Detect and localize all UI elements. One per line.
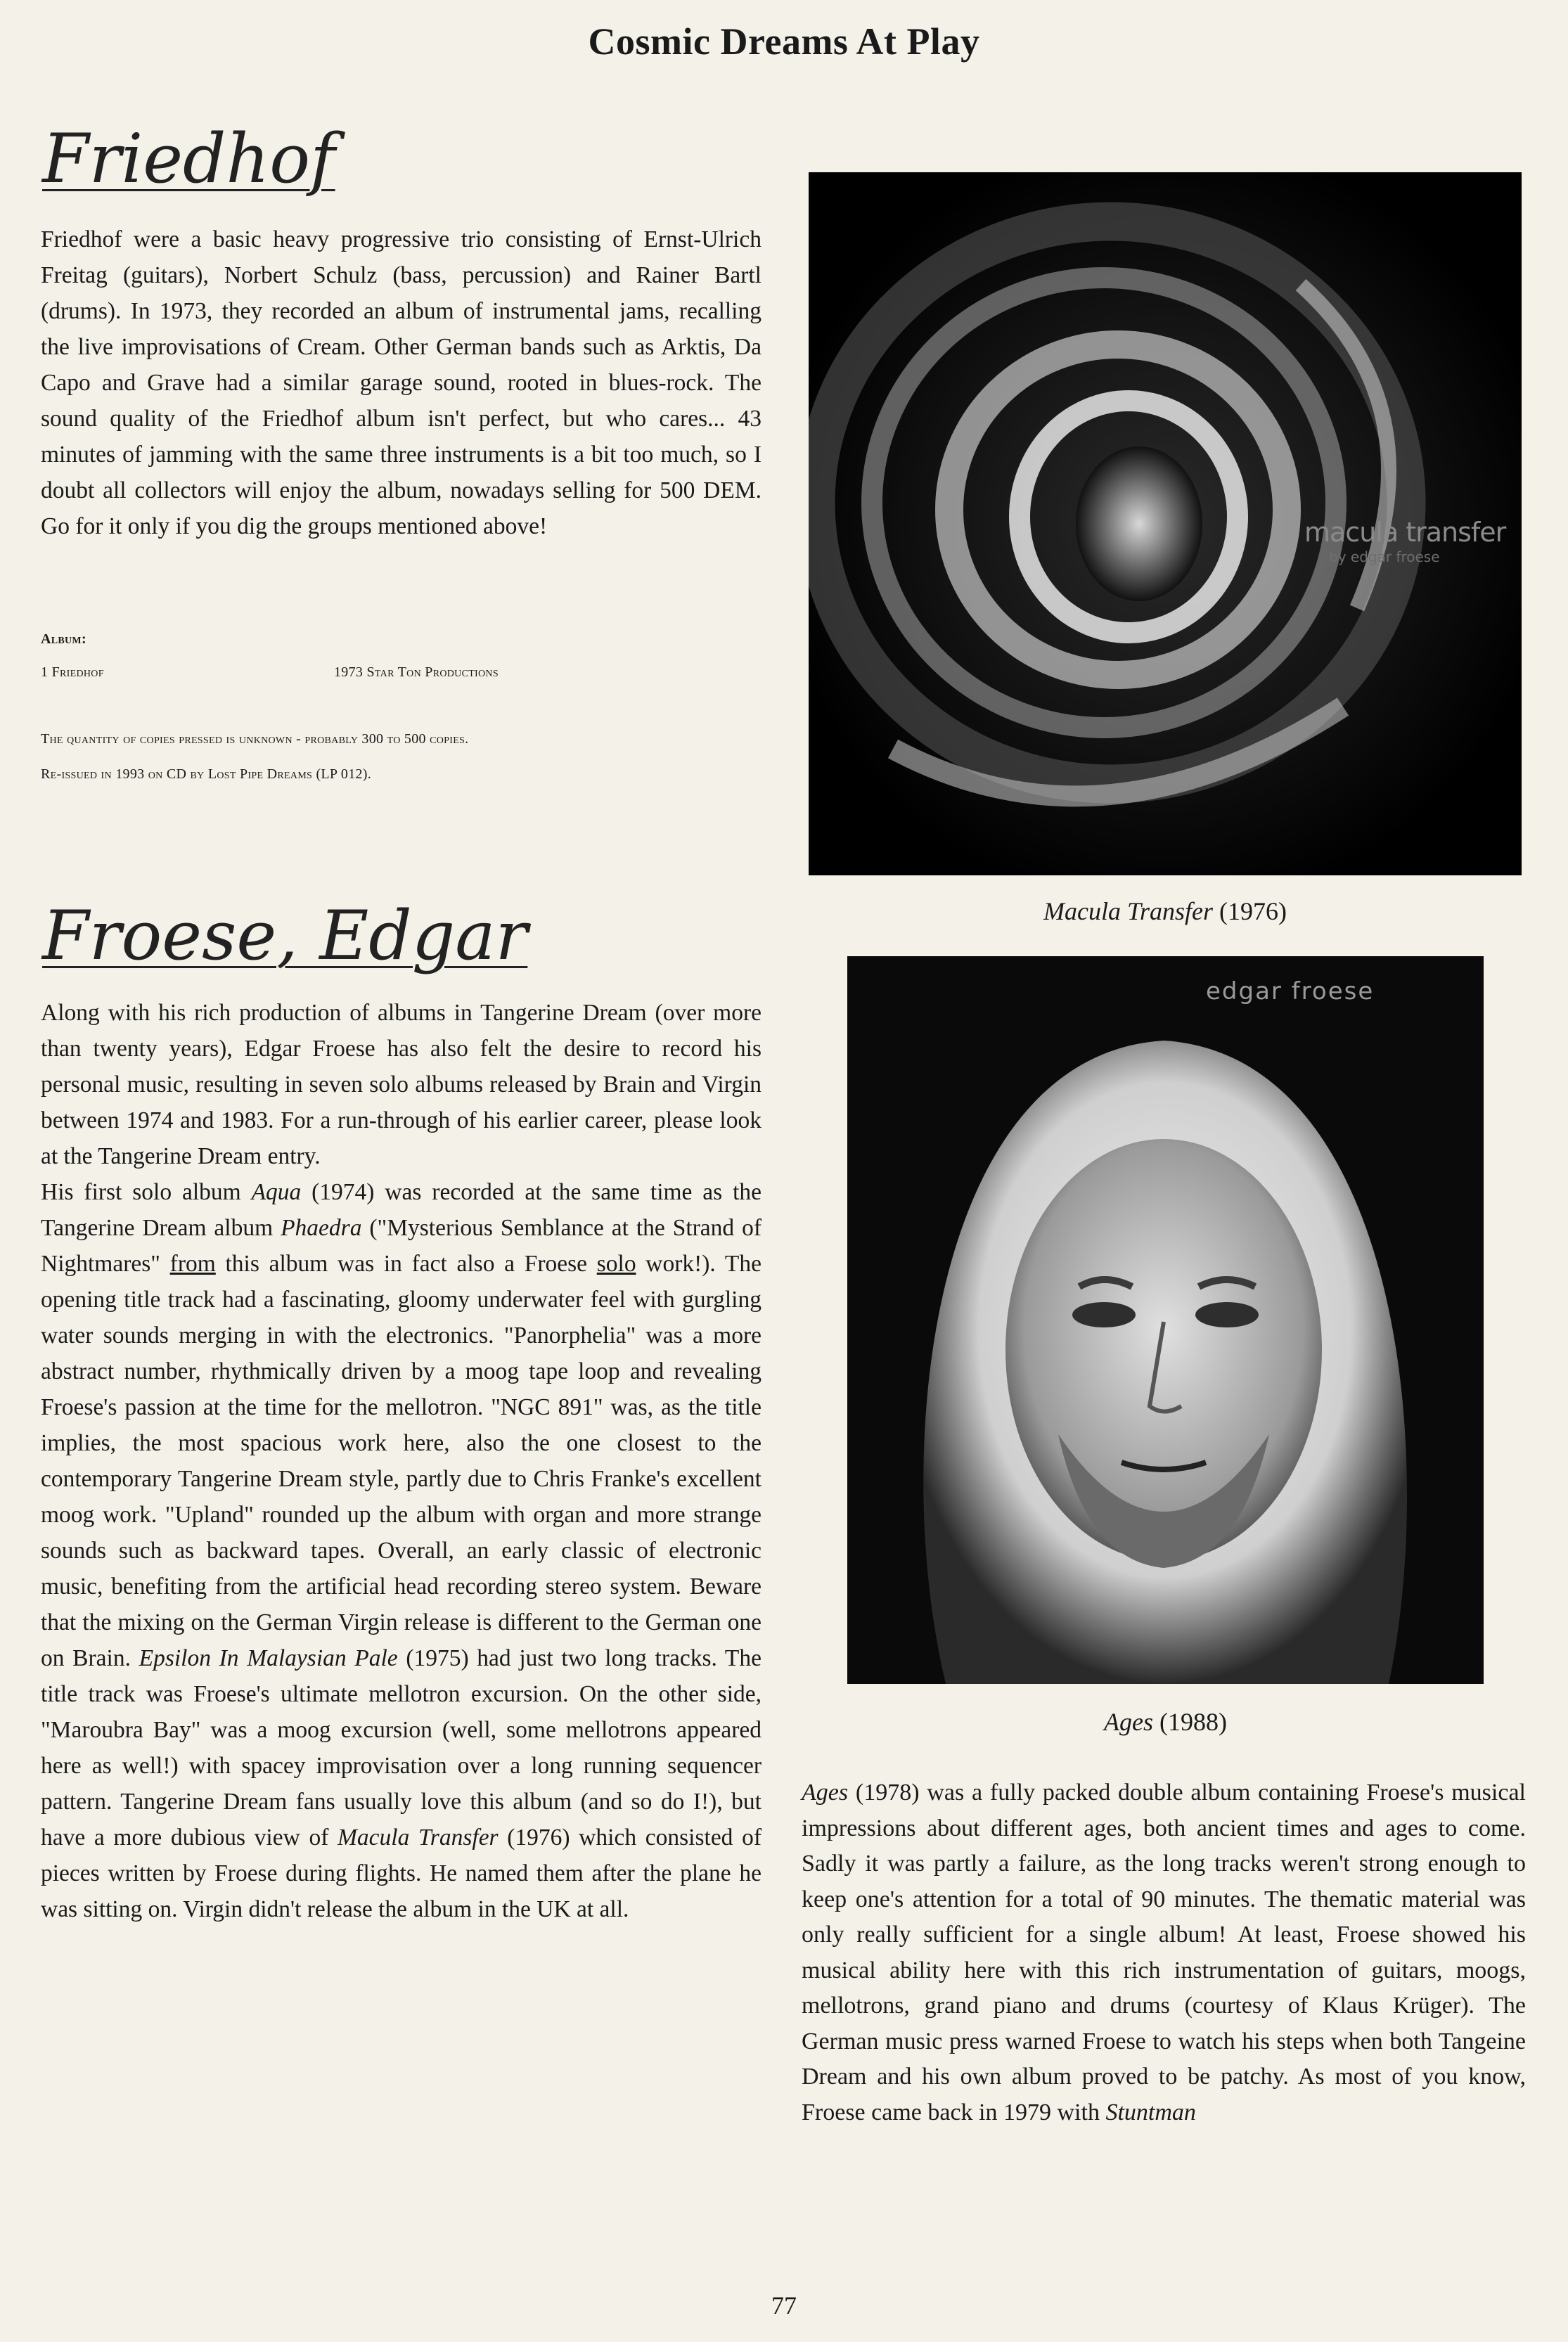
- album-label: Album:: [41, 631, 86, 647]
- caption-year: (1976): [1219, 897, 1287, 925]
- friedhof-paragraph: Friedhof were a basic heavy progressive trio consisting of Ernst-Ulrich Freitag (guitars), Norbert Schulz (bass, percussion) and Rainer Bartl (drums). In 1973, they recorded an album of instrumental jams, recalling the live improvisations of Cream. Other German bands such as Arktis, Da Capo and Grave had a similar garage sound, rooted in blues-rock. The sound quality of the Friedhof album isn't perfect, but who cares... 43 minutes of jamming with the same three instruments is a bit too much, so I doubt all collectors will enjoy the album, nowadays selling for 500 DEM. Go for it only if you dig the groups mentioned above!: [41, 226, 761, 539]
- ages-caption: [847, 1707, 1484, 1737]
- caption-title: Ages: [1104, 1708, 1153, 1736]
- page-title: Cosmic Dreams At Play: [588, 20, 980, 63]
- pressing-note: The quantity of copies pressed is unknown - probably 300 to 500 copies.: [41, 731, 469, 747]
- friedhof-text: [41, 221, 761, 544]
- froese-heading: Froese, Edgar: [42, 896, 528, 975]
- album-title-stuntman: Stuntman: [1105, 2099, 1196, 2125]
- froese-text: [41, 995, 761, 1927]
- page-number: 77: [771, 2291, 797, 2320]
- text-run: (1975) had just two long tracks. The title track was Froese's ultimate mellotron excursion. On the other side, "Maroubra Bay" was a moog excursion (well, some mellotrons appeared here as well!) with spacey improvisation over a long running sequencer pattern. Tangerine Dream fans usually love this album (and so do I!), but have a more dubious view of: [41, 1645, 762, 1851]
- album-title-macula: Macula Transfer: [338, 1825, 499, 1851]
- text-run: work!). The opening title track had a fascinating, gloomy underwater feel with gurgling water sounds merging in with the electronics. "Panorphelia" was a more abstract number, rhythmically driven by a moog tape loop and revealing Froese's passion at the time for the mellotron. "NGC 891" was, as the title implies, the most spacious work here, also the one closest to the contemporary Tangerine Dream style, partly due to Chris Franke's excellent moog work. "Upland" rounded up the album with organ and more strange sounds such as backward tapes. Overall, an early classic of electronic music, benefiting from the artificial head recording stereo system. Beware that the mixing on the German Virgin release is different to the German one on Brain.: [41, 1251, 761, 1671]
- macula-transfer-caption: [809, 896, 1522, 926]
- friedhof-heading: Friedhof: [42, 120, 335, 198]
- macula-transfer-cover: [809, 172, 1522, 875]
- album-title-epsilon: Epsilon In Malaysian Pale: [139, 1645, 398, 1671]
- ages-cover: [847, 956, 1484, 1684]
- froese-paragraph-1: Along with his rich production of albums in Tangerine Dream (over more than twenty years), Edgar Froese has also felt the desire to record his personal music, resulting in seven solo albums released by Brain and Virgin between 1974 and 1983. For a run-through of his earlier career, please look at the Tangerine Dream entry.: [41, 1000, 761, 1169]
- text-run: His first solo album: [41, 1179, 252, 1205]
- text-run: this album was in fact also a Froese: [215, 1251, 597, 1277]
- album-label-info: 1973 Star Ton Productions: [334, 664, 499, 680]
- album-entry: 1 Friedhof: [41, 664, 104, 680]
- text-run: (1974) was recorded at the same time as the Tangerine Dream album: [41, 1179, 761, 1241]
- text-run: (1976) which consisted of pieces written by Froese during flights. He named them after the plane he was sitting on. Virgin didn't release the album in the UK at all.: [41, 1825, 761, 1922]
- text-run: ("Mysterious Semblance at the Strand of Nightmares": [41, 1215, 761, 1277]
- album-title-ages: Ages: [802, 1780, 849, 1806]
- ages-paragraph: [802, 1775, 1526, 2130]
- froese-paragraph-2: [41, 1174, 761, 1927]
- portrait-image: [847, 956, 1484, 1684]
- reissue-note: Re-issued in 1993 on CD by Lost Pipe Dreams (LP 012).: [41, 766, 372, 782]
- album-title-aqua: Aqua: [251, 1179, 302, 1205]
- caption-year: (1988): [1159, 1708, 1227, 1736]
- underlined-word: from: [169, 1251, 216, 1277]
- cover-subtitle-text: by edgar froese: [1329, 548, 1440, 565]
- cover-artist-text: edgar froese: [1206, 977, 1375, 1005]
- ages-text: [802, 1775, 1526, 2130]
- cover-title-text: macula transfer: [1304, 517, 1506, 548]
- text-run: (1978) was a fully packed double album containing Froese's musical impressions about different ages, both ancient times and ages to come. Sadly it was partly a failure, as the long tracks weren't strong enough to keep one's attention for a total of 90 minutes. The thematic material was only really sufficient for a single album! At least, Froese showed his musical ability here with this rich instrumentation of guitars, moogs, mellotrons, grand piano and drums (courtesy of Klaus Krüger). The German music press warned Froese to watch his steps when both Tangeine Dream and his own album proved to be patchy. As most of you know, Froese came back in 1979 with: [802, 1780, 1526, 2125]
- album-title-phaedra: Phaedra: [281, 1215, 362, 1241]
- caption-title: Macula Transfer: [1043, 897, 1214, 925]
- underlined-word: solo: [596, 1251, 636, 1277]
